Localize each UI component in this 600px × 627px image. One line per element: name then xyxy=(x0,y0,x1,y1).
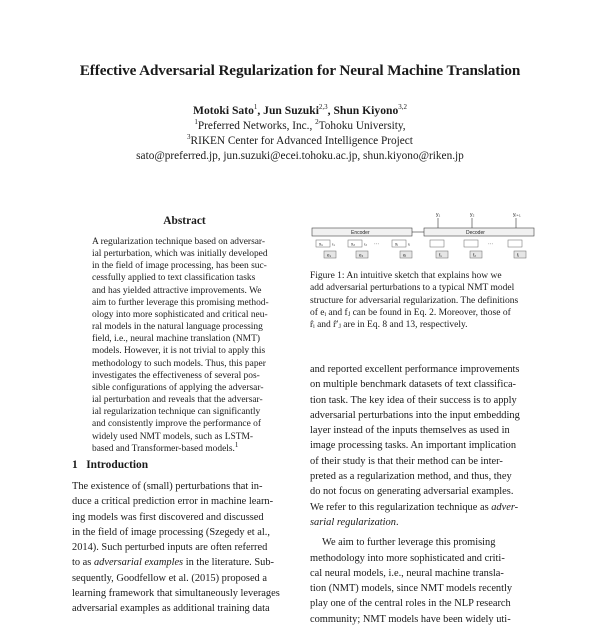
abstract-line: widely used NMT models, such as LSTM- xyxy=(92,431,254,442)
caption-line: add adversarial perturbations to a typical NMT model xyxy=(310,283,515,294)
label-e1: e₁ xyxy=(327,252,332,258)
author-3: Shun Kiyono xyxy=(333,104,399,117)
abstract-body xyxy=(92,236,276,455)
affiliation-line-1: $^1$Preferred Networks, Inc., $^2$Tohoku University, xyxy=(194,118,406,132)
decoder-label: Decoder xyxy=(466,230,485,236)
input-x1: x₁ xyxy=(319,241,323,247)
output-label-yj1: yⱼ₊₁ xyxy=(513,212,521,218)
body-line: cal neural models, i.e., neural machine transla- xyxy=(310,567,504,579)
output-label-y1: y₁ xyxy=(436,212,441,218)
perturb-r1: r₁ xyxy=(332,241,335,247)
section-heading-introduction xyxy=(72,459,148,471)
figure-1-caption xyxy=(310,270,536,332)
abstract-line: cessfully applied to text classification tasks xyxy=(92,273,256,284)
ellipsis-encoder: ··· xyxy=(374,241,379,248)
body-line: The existence of (small) perturbations that in- xyxy=(72,481,263,492)
body-line: duce a critical prediction error in machine learn- xyxy=(72,496,274,508)
body-line: tion (NMT) models, since NMT models recently xyxy=(310,583,513,595)
author-emails: sato@preferred.jp, jun.suzuki@ecei.tohoku.ac.jp, shun.kiyono@riken.jp xyxy=(136,150,464,162)
label-ei: eᵢ xyxy=(403,252,407,258)
body-line: tion task. The key idea of their success is to apply xyxy=(310,394,517,406)
body-line: image processing tasks. An important implication xyxy=(310,440,517,452)
abstract-line: A regularization technique based on adversar- xyxy=(92,237,266,247)
body-line: layer instead of the inputs themselves as used in xyxy=(310,425,510,437)
body-line: sequently, Goodfellow et al. (2015) proposed a xyxy=(72,572,267,584)
body-line: in the field of image processing (Szegedy et al., xyxy=(72,526,270,538)
abstract-heading: Abstract xyxy=(163,215,206,227)
abstract-line: methodology to such models. Thus, this paper xyxy=(92,358,266,369)
affiliation-line-2: $^3$RIKEN Center for Advanced Intelligence Project xyxy=(187,133,413,147)
author-2: Jun Suzuki xyxy=(263,104,319,117)
body-line: adversarial examples as additional training data xyxy=(72,603,270,615)
abstract-line: investigates the effectiveness of several pos- xyxy=(92,370,260,381)
author-3-affil: 3,2 xyxy=(398,103,407,112)
body-line: We refer to this regularization technique as adver- xyxy=(310,501,519,513)
body-line: of their study is that their method can be inter- xyxy=(310,455,503,467)
label-fj: fⱼ xyxy=(517,252,520,258)
ellipsis-decoder: ··· xyxy=(488,241,493,248)
abstract-line: ology into more sophisticated and critical neu- xyxy=(92,309,268,320)
section-title: Introduction xyxy=(86,459,149,471)
label-e2: e₂ xyxy=(359,252,364,258)
abstract-line: models. However, it is not trivial to apply this xyxy=(92,346,266,357)
author-2-affil: 2,3 xyxy=(318,103,328,112)
perturb-r2: r₂ xyxy=(364,241,367,247)
caption-line: r̂ᵢ and r̂′ⱼ are in Eq. 8 and 13, respectively. xyxy=(310,320,468,331)
abstract-line: ial regularization technique can significantly xyxy=(92,407,261,418)
body-line: We aim to further leverage this promising xyxy=(322,537,496,549)
body-line: methodology into more sophisticated and criti- xyxy=(310,552,505,564)
body-line: learning framework that simultaneously leverages xyxy=(72,588,280,600)
abstract-line: ial perturbation, which was initially developed xyxy=(92,249,268,260)
body-line: and reported excellent performance improvements xyxy=(310,364,520,375)
caption-line: Figure 1: An intuitive sketch that explains how we xyxy=(310,271,502,281)
body-line: 2014). Such perturbed inputs are often referred xyxy=(72,542,268,554)
term-adversarial-examples: adversarial examples xyxy=(93,557,184,569)
abstract-line: ial perturbation and reveals that the adversar- xyxy=(92,395,263,406)
author-1-affil: 1 xyxy=(253,103,258,112)
abstract-line: and has yielded attractive improvements. We xyxy=(92,285,262,296)
perturb-ri: rᵢ xyxy=(408,241,410,247)
decoder-state-2 xyxy=(464,240,478,247)
body-line: preted as a regularization method, and thus, they xyxy=(310,471,512,483)
footnote-mark: 1 xyxy=(234,440,239,449)
author-sep: , xyxy=(327,104,334,117)
body-line: to as adversarial examples in the literature. Sub- xyxy=(72,557,275,569)
decoder-state-j xyxy=(508,240,522,247)
abstract-line: ral models in the natural language processing xyxy=(92,322,263,333)
paper-title: Effective Adversarial Regularization for Neural Machine Translation xyxy=(79,62,521,79)
body-line: ing models was first discovered and discussed xyxy=(72,511,264,523)
figure-1-nmt-sketch xyxy=(306,208,538,268)
abstract-line: sible configurations of applying the adversar- xyxy=(92,382,264,393)
body-line: do not focus on generating adversarial examples. xyxy=(310,486,514,498)
abstract-line: based and Transformer-based models.$^1$ xyxy=(92,440,239,454)
abstract-line: aim to further leverage this promising method- xyxy=(92,297,269,308)
decoder-state-1 xyxy=(430,240,444,247)
body-line: adversarial perturbations into the input embedding xyxy=(310,409,520,421)
abstract-line: in the field of image processing, has been suc- xyxy=(92,261,267,272)
author-1: Motoki Sato xyxy=(193,104,254,117)
label-f1: f₁ xyxy=(439,252,442,258)
body-line: sarial regularization. xyxy=(310,516,399,528)
encoder-label: Encoder xyxy=(351,230,370,236)
author-sep: , xyxy=(257,104,264,117)
right-column-body xyxy=(310,362,535,627)
label-f2: f₂ xyxy=(473,252,476,258)
term-adversarial-regularization: adver- xyxy=(491,501,519,513)
embedding-f1 xyxy=(436,251,448,258)
section-number: 1 xyxy=(72,459,78,471)
abstract-line: field, i.e., neural machine translation (NMT) xyxy=(92,334,260,345)
embedding-f2 xyxy=(470,251,482,258)
caption-line: structure for adversarial regularization. The definitions xyxy=(310,295,519,306)
author-list xyxy=(0,104,600,117)
body-line: community; NMT models have been widely uti- xyxy=(310,613,511,625)
body-line: play one of the central roles in the NLP research xyxy=(310,598,511,610)
body-line: on multiple benchmark datasets of text classifica- xyxy=(310,379,517,391)
abstract-line: and consistently improve the performance of xyxy=(92,419,262,430)
embedding-fj xyxy=(514,251,526,258)
introduction-body xyxy=(72,479,297,617)
output-label-y2: y₂ xyxy=(470,212,475,218)
caption-line: of eᵢ and fⱼ can be found in Eq. 2. Moreover, those of xyxy=(310,308,511,319)
input-x2: x₂ xyxy=(351,241,355,247)
input-xi: xᵢ xyxy=(395,241,398,247)
